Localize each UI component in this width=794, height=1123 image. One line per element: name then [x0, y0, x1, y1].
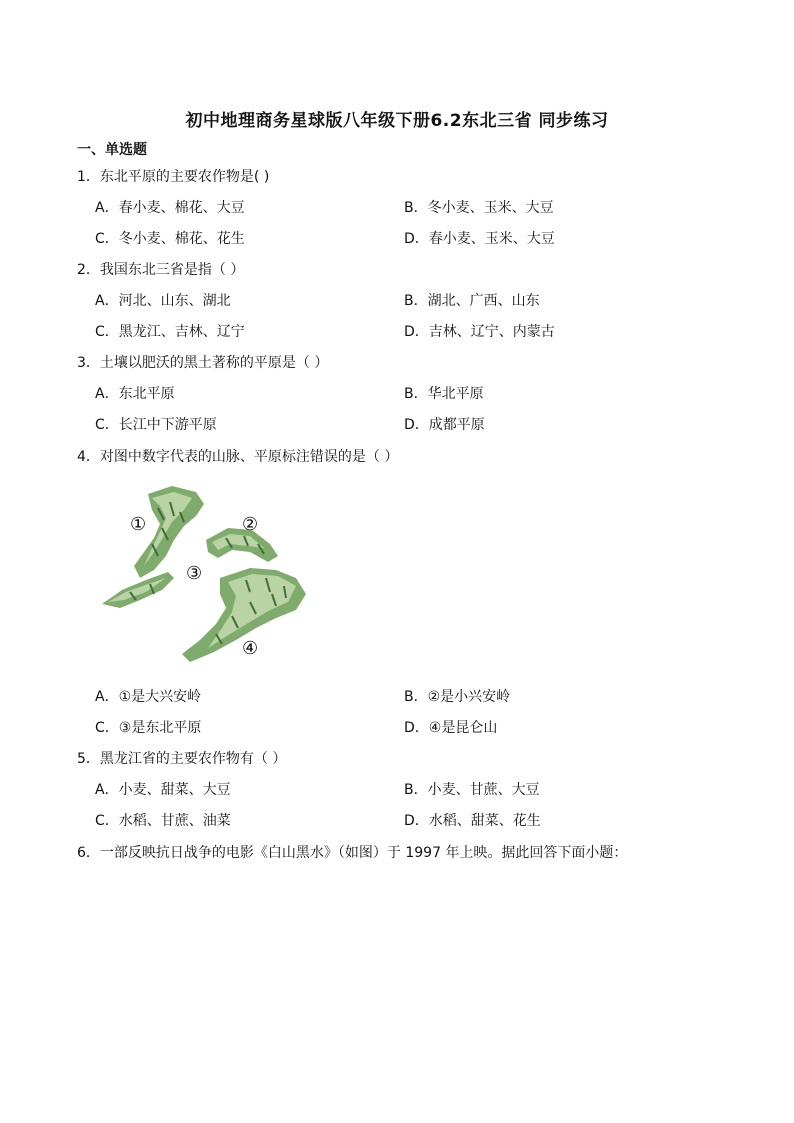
question-5-option-a[interactable]: A．小麦、甜菜、大豆: [95, 782, 231, 798]
question-4-option-b[interactable]: B．②是小兴安岭: [404, 689, 511, 705]
question-1-stem: 1．东北平原的主要农作物是( ): [77, 169, 270, 185]
northeast-terrain-map: [100, 482, 315, 667]
question-1-option-b[interactable]: B．冬小麦、玉米、大豆: [404, 200, 554, 216]
question-4-option-a[interactable]: A．①是大兴安岭: [95, 689, 202, 705]
question-3-option-a[interactable]: A．东北平原: [95, 386, 175, 402]
question-2-stem: 2．我国东北三省是指（ ）: [77, 262, 245, 278]
question-1-option-c[interactable]: C．冬小麦、棉花、花生: [95, 231, 245, 247]
question-3-stem: 3．土壤以肥沃的黑土著称的平原是（ ）: [77, 355, 329, 371]
question-5-option-b[interactable]: B．小麦、甘蔗、大豆: [404, 782, 540, 798]
map-label-3: ③: [186, 563, 203, 584]
question-1-option-a[interactable]: A．春小麦、棉花、大豆: [95, 200, 245, 216]
map-label-2: ②: [242, 514, 259, 535]
question-4-option-c[interactable]: C．③是东北平原: [95, 720, 202, 736]
section-heading: 一、单选题: [77, 142, 147, 158]
page-title: 初中地理商务星球版八年级下册6.2东北三省 同步练习: [185, 111, 609, 131]
question-1-option-d[interactable]: D．春小麦、玉米、大豆: [404, 231, 555, 247]
map-label-4: ④: [242, 638, 259, 659]
question-2-option-d[interactable]: D．吉林、辽宁、内蒙古: [404, 324, 555, 340]
question-6-stem: 6．一部反映抗日战争的电影《白山黑水》（如图）于 1997 年上映。据此回答下面小题：: [77, 845, 628, 861]
question-5-stem: 5．黑龙江省的主要农作物有（ ）: [77, 751, 287, 767]
question-2-option-c[interactable]: C．黑龙江、吉林、辽宁: [95, 324, 245, 340]
question-5-option-c[interactable]: C．水稻、甘蔗、油菜: [95, 813, 231, 829]
map-label-1: ①: [130, 514, 147, 535]
question-3-option-b[interactable]: B．华北平原: [404, 386, 484, 402]
question-5-option-d[interactable]: D．水稻、甜菜、花生: [404, 813, 541, 829]
question-3-option-c[interactable]: C．长江中下游平原: [95, 417, 217, 433]
mountain-range-left: [102, 572, 174, 608]
question-2-option-a[interactable]: A．河北、山东、湖北: [95, 293, 231, 309]
question-3-option-d[interactable]: D．成都平原: [404, 417, 485, 433]
question-4-stem: 4．对图中数字代表的山脉、平原标注错误的是（ ）: [77, 449, 399, 465]
question-4-option-d[interactable]: D．④是昆仑山: [404, 720, 498, 736]
question-2-option-b[interactable]: B．湖北、广西、山东: [404, 293, 540, 309]
